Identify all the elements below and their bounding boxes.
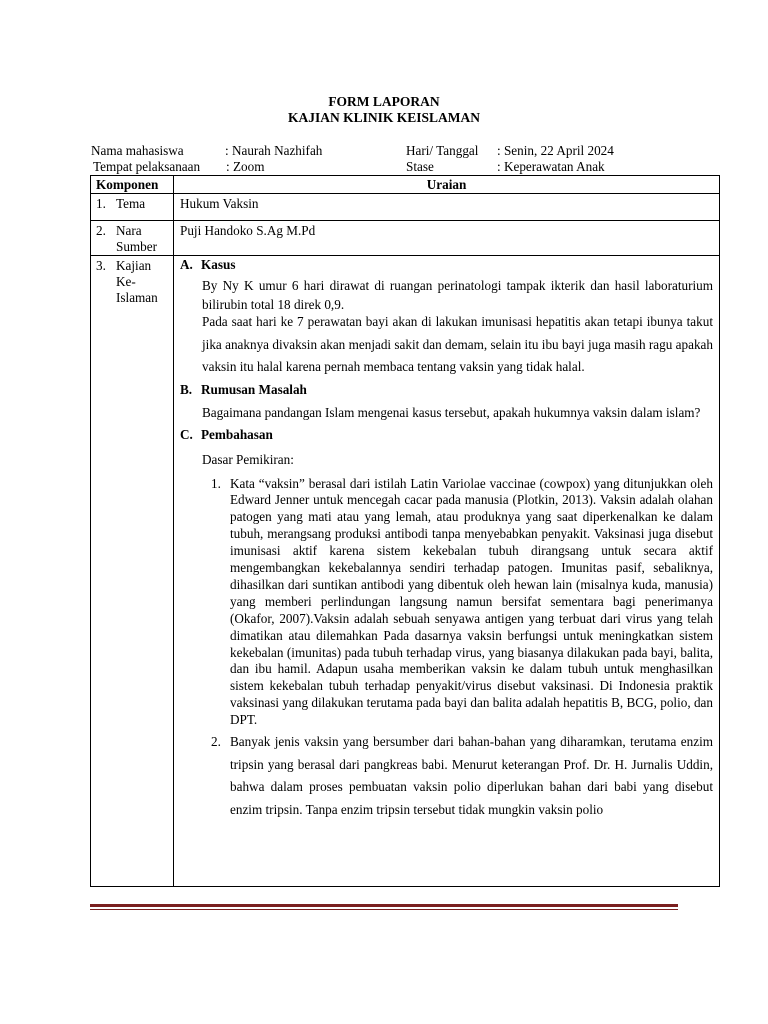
row-label-narasumber: Nara Sumber bbox=[116, 223, 158, 254]
row-label-kajian: Kajian Ke-Islaman bbox=[116, 258, 158, 305]
table-header-row bbox=[91, 176, 720, 194]
tema-value: Hukum Vaksin bbox=[180, 196, 259, 211]
tempat-value: : Zoom bbox=[226, 159, 265, 174]
section-a-heading: A. Kasus bbox=[180, 257, 236, 272]
hari-label: Hari/ Tanggal bbox=[406, 143, 479, 158]
narasumber-value: Puji Handoko S.Ag M.Pd bbox=[180, 223, 316, 238]
pembahasan-list bbox=[180, 476, 713, 822]
row-number: 1. bbox=[96, 196, 106, 211]
hari-value: : Senin, 22 April 2024 bbox=[497, 143, 614, 158]
section-c-heading: C. Pembahasan bbox=[180, 427, 273, 442]
stase-label: Stase bbox=[406, 159, 434, 174]
form-title: FORM LAPORAN bbox=[328, 94, 440, 109]
dasar-pemikiran-label: Dasar Pemikiran: bbox=[202, 452, 294, 467]
kasus-paragraph-2: Pada saat hari ke 7 perawatan bayi akan di lakukan imunisasi hepatitis akan tetapi ibunya takut jika anaknya divaksin akan menjadi sakit dan demam, selain itu ibu bayi juga masih ragu apakah vaksin itu halal karena pernah membaca tentang vaksin yang tidak halal. bbox=[202, 314, 713, 374]
uraian-header: Uraian bbox=[174, 176, 720, 194]
stase-value: : Keperawatan Anak bbox=[497, 159, 605, 174]
section-b-heading: B. Rumusan Masalah bbox=[180, 381, 307, 397]
kajian-content bbox=[174, 256, 719, 821]
table-row-tema bbox=[91, 194, 720, 221]
table-row-kajian bbox=[91, 256, 720, 887]
row-label-tema: Tema bbox=[116, 196, 146, 211]
form-subtitle: KAJIAN KLINIK KEISLAMAN bbox=[287, 110, 481, 125]
row-number: 2. bbox=[96, 223, 106, 238]
list-item: 1. Kata “vaksin” berasal dari istilah Latin Variolae vaccinae (cowpox) yang ditunjukkan oleh Edward Jenner untuk mencegah cacar pada manusia (Plotkin, 2013). Vaksin adalah olahan patogen yang mati atau yang lemah, atau produknya yang saat diperkenalkan ke dalam tubuh, merangsang produksi antibodi tanpa menyebabkan penyakit. Vaksinasi juga disebut imunisasi aktif karena sistem kekebalan tubuh dirangsang untuk secara aktif mengembangkan kekebalannya sendiri terhadap patogen. Imunitas pasif, sebaliknya, dihasilkan dari suntikan antibodi yang dibentuk oleh hewan lain (misalnya kuda, manusia) yang memberi perlindungan langsung namun bersifat sementara bagi penerimanya (Okafor, 2007).Vaksin adalah sebuah senyawa antigen yang terbuat dari virus yang telah dimatikan atau dilemahkan Pada dasarnya vaksin berfungsi untuk meningkatkan sistem kekebalan (imunitas) pada tubuh terhadap virus, yang biasanya dilakukan pada bayi, balita, dan ibu hamil. Adapun usaha memberikan vaksin ke dalam tubuh untuk menghasilkan sistem kekebalan tubuh terhadap penyakit/virus disebut vaksinasi. Di Indonesia praktik vaksinasi yang dilakukan terutama pada bayi dan balita adalah hepatitis B, BCG, polio, dan DPT. bbox=[211, 475, 713, 728]
kasus-paragraph-1: By Ny K umur 6 hari dirawat di ruangan perinatologi tampak ikterik dan hasil laboraturium bilirubin total 18 direk 0,9. bbox=[202, 278, 713, 312]
komponen-header: Komponen bbox=[91, 176, 174, 194]
footer-divider bbox=[90, 904, 678, 907]
row-number: 3. bbox=[96, 258, 106, 273]
footer-divider-thin bbox=[90, 909, 678, 910]
report-table bbox=[90, 175, 720, 887]
rumusan-paragraph: Bagaimana pandangan Islam mengenai kasus tersebut, apakah hukumnya vaksin dalam islam? bbox=[202, 404, 701, 420]
list-item: 2. Banyak jenis vaksin yang bersumber dari bahan-bahan yang diharamkan, terutama enzim tripsin yang berasal dari pangkreas babi. Menurut keterangan Prof. Dr. H. Jurnalis Uddin, bahwa dalam proses pembuatan vaksin polio diperlukan bahan dari babi yang disebut enzim tripsin. Tanpa enzim tripsin tersebut tidak mungkin vaksin polio bbox=[211, 734, 713, 817]
tempat-label: Tempat pelaksanaan bbox=[93, 159, 201, 174]
table-row-narasumber bbox=[91, 221, 720, 256]
nama-value: : Naurah Nazhifah bbox=[225, 143, 323, 158]
nama-label: Nama mahasiswa bbox=[91, 143, 184, 158]
